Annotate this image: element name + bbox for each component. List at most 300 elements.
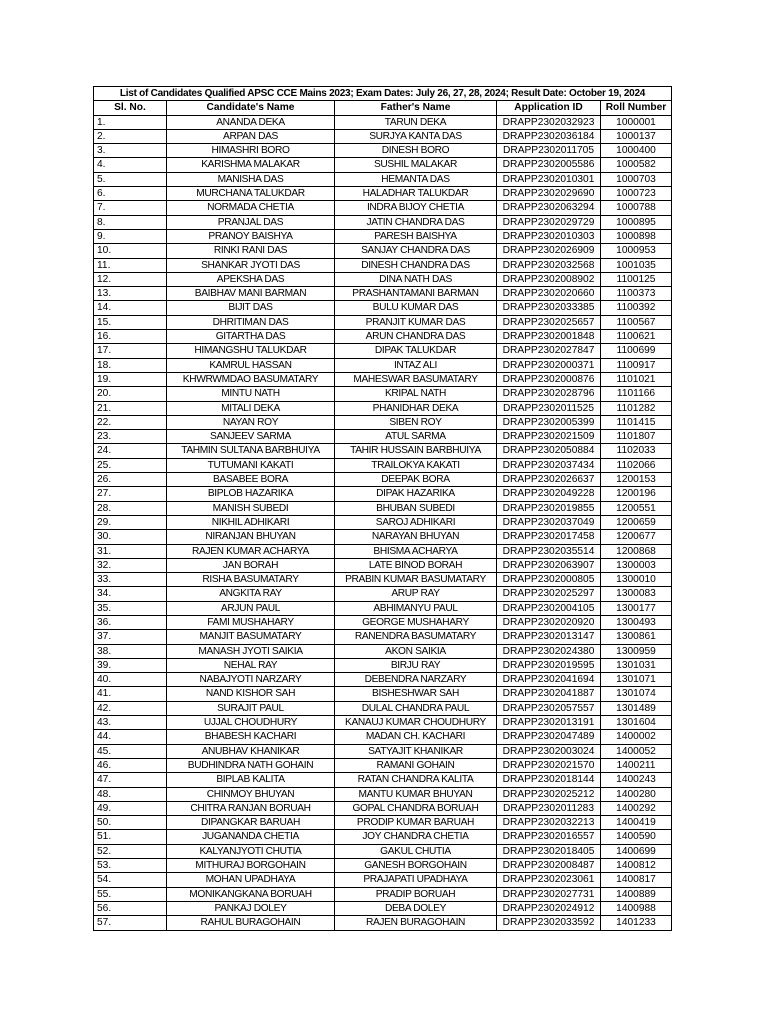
sl-no-cell: 22. bbox=[94, 415, 167, 429]
candidate-name-cell: DHRITIMAN DAS bbox=[167, 315, 335, 329]
sl-no-cell: 26. bbox=[94, 473, 167, 487]
roll-number-cell: 1300083 bbox=[601, 587, 672, 601]
father-name-cell: BIRJU RAY bbox=[335, 658, 497, 672]
table-row bbox=[94, 258, 672, 272]
application-id-cell: DRAPP2302011525 bbox=[497, 401, 601, 415]
candidate-name-cell: MINTU NATH bbox=[167, 387, 335, 401]
candidate-name-cell: ARJUN PAUL bbox=[167, 601, 335, 615]
father-name-cell: MAHESWAR BASUMATARY bbox=[335, 372, 497, 386]
table-row bbox=[94, 458, 672, 472]
table-title: List of Candidates Qualified APSC CCE Mains 2023; Exam Dates: July 26, 27, 28, 2024; Result Date: October 19, 2024 bbox=[94, 87, 672, 101]
roll-number-cell: 1300959 bbox=[601, 644, 672, 658]
application-id-cell: DRAPP2302017458 bbox=[497, 530, 601, 544]
table-row bbox=[94, 344, 672, 358]
father-name-cell: SIBEN ROY bbox=[335, 415, 497, 429]
sl-no-cell: 5. bbox=[94, 172, 167, 186]
roll-number-cell: 1400052 bbox=[601, 744, 672, 758]
table-row bbox=[94, 430, 672, 444]
application-id-cell: DRAPP2302025657 bbox=[497, 315, 601, 329]
roll-number-cell: 1000723 bbox=[601, 187, 672, 201]
application-id-cell: DRAPP2302049228 bbox=[497, 487, 601, 501]
candidate-name-cell: NEHAL RAY bbox=[167, 658, 335, 672]
candidate-name-cell: NAND KISHOR SAH bbox=[167, 687, 335, 701]
father-name-cell: PRANJIT KUMAR DAS bbox=[335, 315, 497, 329]
candidate-name-cell: ANANDA DEKA bbox=[167, 115, 335, 129]
father-name-cell: DEBENDRA NARZARY bbox=[335, 673, 497, 687]
roll-number-cell: 1400211 bbox=[601, 758, 672, 772]
roll-number-cell: 1000582 bbox=[601, 158, 672, 172]
father-name-cell: INTAZ ALI bbox=[335, 358, 497, 372]
sl-no-cell: 17. bbox=[94, 344, 167, 358]
sl-no-cell: 11. bbox=[94, 258, 167, 272]
father-name-cell: GANESH BORGOHAIN bbox=[335, 859, 497, 873]
roll-number-cell: 1000895 bbox=[601, 215, 672, 229]
application-id-cell: DRAPP2302008487 bbox=[497, 859, 601, 873]
table-row bbox=[94, 816, 672, 830]
candidate-name-cell: SURAJIT PAUL bbox=[167, 701, 335, 715]
sl-no-cell: 6. bbox=[94, 187, 167, 201]
sl-no-cell: 53. bbox=[94, 859, 167, 873]
sl-no-cell: 9. bbox=[94, 229, 167, 243]
application-id-cell: DRAPP2302010303 bbox=[497, 229, 601, 243]
candidate-name-cell: CHITRA RANJAN BORUAH bbox=[167, 801, 335, 815]
sl-no-cell: 15. bbox=[94, 315, 167, 329]
sl-no-cell: 39. bbox=[94, 658, 167, 672]
candidate-name-cell: PANKAJ DOLEY bbox=[167, 901, 335, 915]
father-name-cell: GAKUL CHUTIA bbox=[335, 844, 497, 858]
application-id-cell: DRAPP2302036184 bbox=[497, 129, 601, 143]
father-name-cell: KRIPAL NATH bbox=[335, 387, 497, 401]
roll-number-cell: 1100567 bbox=[601, 315, 672, 329]
application-id-cell: DRAPP2302057557 bbox=[497, 701, 601, 715]
roll-number-cell: 1200659 bbox=[601, 515, 672, 529]
roll-number-cell: 1000001 bbox=[601, 115, 672, 129]
table-row bbox=[94, 658, 672, 672]
table-row bbox=[94, 272, 672, 286]
application-id-cell: DRAPP2302001848 bbox=[497, 330, 601, 344]
table-row bbox=[94, 444, 672, 458]
application-id-cell: DRAPP2302037434 bbox=[497, 458, 601, 472]
application-id-cell: DRAPP2302026637 bbox=[497, 473, 601, 487]
table-row bbox=[94, 801, 672, 815]
father-name-cell: DIPAK HAZARIKA bbox=[335, 487, 497, 501]
application-id-cell: DRAPP2302024912 bbox=[497, 901, 601, 915]
table-row bbox=[94, 901, 672, 915]
candidate-name-cell: RAHUL BURAGOHAIN bbox=[167, 916, 335, 930]
candidate-name-cell: HIMANGSHU TALUKDAR bbox=[167, 344, 335, 358]
sl-no-cell: 42. bbox=[94, 701, 167, 715]
sl-no-cell: 29. bbox=[94, 515, 167, 529]
candidate-name-cell: BIPLAB KALITA bbox=[167, 773, 335, 787]
roll-number-cell: 1200196 bbox=[601, 487, 672, 501]
candidate-name-cell: KAMRUL HASSAN bbox=[167, 358, 335, 372]
roll-number-cell: 1400812 bbox=[601, 859, 672, 873]
father-name-cell: DINESH BORO bbox=[335, 144, 497, 158]
sl-no-cell: 44. bbox=[94, 730, 167, 744]
sl-no-cell: 18. bbox=[94, 358, 167, 372]
candidate-name-cell: NIKHIL ADHIKARI bbox=[167, 515, 335, 529]
table-row bbox=[94, 687, 672, 701]
candidate-name-cell: MOHAN UPADHAYA bbox=[167, 873, 335, 887]
header-roll-number: Roll Number bbox=[601, 101, 672, 115]
father-name-cell: HEMANTA DAS bbox=[335, 172, 497, 186]
candidate-name-cell: NAYAN ROY bbox=[167, 415, 335, 429]
application-id-cell: DRAPP2302021509 bbox=[497, 430, 601, 444]
father-name-cell: GOPAL CHANDRA BORUAH bbox=[335, 801, 497, 815]
father-name-cell: TARUN DEKA bbox=[335, 115, 497, 129]
roll-number-cell: 1400419 bbox=[601, 816, 672, 830]
table-row bbox=[94, 873, 672, 887]
sl-no-cell: 19. bbox=[94, 372, 167, 386]
table-row bbox=[94, 415, 672, 429]
application-id-cell: DRAPP2302011705 bbox=[497, 144, 601, 158]
father-name-cell: TAHIR HUSSAIN BARBHUIYA bbox=[335, 444, 497, 458]
candidate-name-cell: BAIBHAV MANI BARMAN bbox=[167, 287, 335, 301]
roll-number-cell: 1301074 bbox=[601, 687, 672, 701]
roll-number-cell: 1400889 bbox=[601, 887, 672, 901]
sl-no-cell: 12. bbox=[94, 272, 167, 286]
roll-number-cell: 1101807 bbox=[601, 430, 672, 444]
application-id-cell: DRAPP2302011283 bbox=[497, 801, 601, 815]
candidate-name-cell: UJJAL CHOUDHURY bbox=[167, 716, 335, 730]
sl-no-cell: 21. bbox=[94, 401, 167, 415]
candidate-name-cell: RAJEN KUMAR ACHARYA bbox=[167, 544, 335, 558]
sl-no-cell: 31. bbox=[94, 544, 167, 558]
roll-number-cell: 1001035 bbox=[601, 258, 672, 272]
father-name-cell: SURJYA KANTA DAS bbox=[335, 129, 497, 143]
candidate-name-cell: BIJIT DAS bbox=[167, 301, 335, 315]
roll-number-cell: 1102033 bbox=[601, 444, 672, 458]
table-row bbox=[94, 744, 672, 758]
roll-number-cell: 1100917 bbox=[601, 358, 672, 372]
table-row bbox=[94, 773, 672, 787]
application-id-cell: DRAPP2302003024 bbox=[497, 744, 601, 758]
candidate-name-cell: BUDHINDRA NATH GOHAIN bbox=[167, 758, 335, 772]
application-id-cell: DRAPP2302025297 bbox=[497, 587, 601, 601]
candidate-name-cell: SANJEEV SARMA bbox=[167, 430, 335, 444]
sl-no-cell: 13. bbox=[94, 287, 167, 301]
father-name-cell: SANJAY CHANDRA DAS bbox=[335, 244, 497, 258]
roll-number-cell: 1101415 bbox=[601, 415, 672, 429]
table-row bbox=[94, 372, 672, 386]
table-row bbox=[94, 287, 672, 301]
father-name-cell: PARESH BAISHYA bbox=[335, 229, 497, 243]
candidate-name-cell: DIPANGKAR BARUAH bbox=[167, 816, 335, 830]
application-id-cell: DRAPP2302027847 bbox=[497, 344, 601, 358]
roll-number-cell: 1200153 bbox=[601, 473, 672, 487]
sl-no-cell: 1. bbox=[94, 115, 167, 129]
candidate-name-cell: CHINMOY BHUYAN bbox=[167, 787, 335, 801]
application-id-cell: DRAPP2302018405 bbox=[497, 844, 601, 858]
roll-number-cell: 1101021 bbox=[601, 372, 672, 386]
application-id-cell: DRAPP2302032213 bbox=[497, 816, 601, 830]
candidate-name-cell: MANISHA DAS bbox=[167, 172, 335, 186]
roll-number-cell: 1000898 bbox=[601, 229, 672, 243]
father-name-cell: RANENDRA BASUMATARY bbox=[335, 630, 497, 644]
table-row bbox=[94, 887, 672, 901]
roll-number-cell: 1200551 bbox=[601, 501, 672, 515]
father-name-cell: LATE BINOD BORAH bbox=[335, 558, 497, 572]
application-id-cell: DRAPP2302023061 bbox=[497, 873, 601, 887]
roll-number-cell: 1100699 bbox=[601, 344, 672, 358]
application-id-cell: DRAPP2302033385 bbox=[497, 301, 601, 315]
father-name-cell: SATYAJIT KHANIKAR bbox=[335, 744, 497, 758]
application-id-cell: DRAPP2302000371 bbox=[497, 358, 601, 372]
application-id-cell: DRAPP2302029690 bbox=[497, 187, 601, 201]
application-id-cell: DRAPP2302032923 bbox=[497, 115, 601, 129]
candidate-name-cell: MITHURAJ BORGOHAIN bbox=[167, 859, 335, 873]
table-row bbox=[94, 515, 672, 529]
candidate-name-cell: MITALI DEKA bbox=[167, 401, 335, 415]
father-name-cell: PRABIN KUMAR BASUMATARY bbox=[335, 573, 497, 587]
application-id-cell: DRAPP2302021570 bbox=[497, 758, 601, 772]
table-row bbox=[94, 859, 672, 873]
candidate-name-cell: FAMI MUSHAHARY bbox=[167, 615, 335, 629]
father-name-cell: TRAILOKYA KAKATI bbox=[335, 458, 497, 472]
candidate-name-cell: KARISHMA MALAKAR bbox=[167, 158, 335, 172]
application-id-cell: DRAPP2302026909 bbox=[497, 244, 601, 258]
application-id-cell: DRAPP2302033592 bbox=[497, 916, 601, 930]
roll-number-cell: 1100373 bbox=[601, 287, 672, 301]
application-id-cell: DRAPP2302028796 bbox=[497, 387, 601, 401]
father-name-cell: PRODIP KUMAR BARUAH bbox=[335, 816, 497, 830]
father-name-cell: MANTU KUMAR BHUYAN bbox=[335, 787, 497, 801]
table-row bbox=[94, 573, 672, 587]
application-id-cell: DRAPP2302013147 bbox=[497, 630, 601, 644]
sl-no-cell: 24. bbox=[94, 444, 167, 458]
sl-no-cell: 55. bbox=[94, 887, 167, 901]
roll-number-cell: 1300010 bbox=[601, 573, 672, 587]
candidate-name-cell: TUTUMANI KAKATI bbox=[167, 458, 335, 472]
candidate-name-cell: BASABEE BORA bbox=[167, 473, 335, 487]
candidate-name-cell: NABAJYOTI NARZARY bbox=[167, 673, 335, 687]
sl-no-cell: 30. bbox=[94, 530, 167, 544]
father-name-cell: PRAJAPATI UPADHAYA bbox=[335, 873, 497, 887]
application-id-cell: DRAPP2302020660 bbox=[497, 287, 601, 301]
sl-no-cell: 37. bbox=[94, 630, 167, 644]
application-id-cell: DRAPP2302000876 bbox=[497, 372, 601, 386]
sl-no-cell: 23. bbox=[94, 430, 167, 444]
candidate-name-cell: SHANKAR JYOTI DAS bbox=[167, 258, 335, 272]
candidate-name-cell: ANGKITA RAY bbox=[167, 587, 335, 601]
candidate-name-cell: MANISH SUBEDI bbox=[167, 501, 335, 515]
sl-no-cell: 27. bbox=[94, 487, 167, 501]
roll-number-cell: 1301031 bbox=[601, 658, 672, 672]
sl-no-cell: 48. bbox=[94, 787, 167, 801]
roll-number-cell: 1400002 bbox=[601, 730, 672, 744]
header-candidate-name: Candidate's Name bbox=[167, 101, 335, 115]
application-id-cell: DRAPP2302008902 bbox=[497, 272, 601, 286]
roll-number-cell: 1000953 bbox=[601, 244, 672, 258]
candidate-name-cell: MANJIT BASUMATARY bbox=[167, 630, 335, 644]
candidate-name-cell: KHWRWMDAO BASUMATARY bbox=[167, 372, 335, 386]
candidate-name-cell: JAN BORAH bbox=[167, 558, 335, 572]
table-row bbox=[94, 673, 672, 687]
table-body bbox=[94, 115, 672, 930]
sl-no-cell: 40. bbox=[94, 673, 167, 687]
father-name-cell: GEORGE MUSHAHARY bbox=[335, 615, 497, 629]
roll-number-cell: 1000788 bbox=[601, 201, 672, 215]
table-row bbox=[94, 501, 672, 515]
table-row bbox=[94, 530, 672, 544]
table-row bbox=[94, 644, 672, 658]
table-row bbox=[94, 330, 672, 344]
roll-number-cell: 1301604 bbox=[601, 716, 672, 730]
application-id-cell: DRAPP2302041887 bbox=[497, 687, 601, 701]
application-id-cell: DRAPP2302005399 bbox=[497, 415, 601, 429]
sl-no-cell: 52. bbox=[94, 844, 167, 858]
table-row bbox=[94, 558, 672, 572]
header-sl-no: Sl. No. bbox=[94, 101, 167, 115]
application-id-cell: DRAPP2302041694 bbox=[497, 673, 601, 687]
table-row bbox=[94, 916, 672, 930]
sl-no-cell: 47. bbox=[94, 773, 167, 787]
sl-no-cell: 20. bbox=[94, 387, 167, 401]
father-name-cell: ATUL SARMA bbox=[335, 430, 497, 444]
roll-number-cell: 1101166 bbox=[601, 387, 672, 401]
table-row bbox=[94, 158, 672, 172]
father-name-cell: AKON SAIKIA bbox=[335, 644, 497, 658]
roll-number-cell: 1400988 bbox=[601, 901, 672, 915]
header-application-id: Application ID bbox=[497, 101, 601, 115]
sl-no-cell: 50. bbox=[94, 816, 167, 830]
sl-no-cell: 25. bbox=[94, 458, 167, 472]
father-name-cell: BHISMA ACHARYA bbox=[335, 544, 497, 558]
table-row bbox=[94, 830, 672, 844]
father-name-cell: DEBA DOLEY bbox=[335, 901, 497, 915]
application-id-cell: DRAPP2302019595 bbox=[497, 658, 601, 672]
sl-no-cell: 34. bbox=[94, 587, 167, 601]
roll-number-cell: 1400699 bbox=[601, 844, 672, 858]
candidates-table bbox=[93, 86, 672, 931]
table-row bbox=[94, 615, 672, 629]
table-row bbox=[94, 201, 672, 215]
table-row bbox=[94, 787, 672, 801]
table-row bbox=[94, 630, 672, 644]
table-row bbox=[94, 244, 672, 258]
application-id-cell: DRAPP2302004105 bbox=[497, 601, 601, 615]
candidate-name-cell: HIMASHRI BORO bbox=[167, 144, 335, 158]
roll-number-cell: 1000137 bbox=[601, 129, 672, 143]
application-id-cell: DRAPP2302029729 bbox=[497, 215, 601, 229]
application-id-cell: DRAPP2302035514 bbox=[497, 544, 601, 558]
table-row bbox=[94, 601, 672, 615]
father-name-cell: JATIN CHANDRA DAS bbox=[335, 215, 497, 229]
father-name-cell: DINESH CHANDRA DAS bbox=[335, 258, 497, 272]
father-name-cell: JOY CHANDRA CHETIA bbox=[335, 830, 497, 844]
candidate-name-cell: APEKSHA DAS bbox=[167, 272, 335, 286]
candidate-name-cell: BIPLOB HAZARIKA bbox=[167, 487, 335, 501]
table-row bbox=[94, 229, 672, 243]
roll-number-cell: 1400817 bbox=[601, 873, 672, 887]
roll-number-cell: 1300177 bbox=[601, 601, 672, 615]
roll-number-cell: 1400292 bbox=[601, 801, 672, 815]
application-id-cell: DRAPP2302005586 bbox=[497, 158, 601, 172]
table-row bbox=[94, 758, 672, 772]
father-name-cell: DIPAK TALUKDAR bbox=[335, 344, 497, 358]
application-id-cell: DRAPP2302024380 bbox=[497, 644, 601, 658]
sl-no-cell: 45. bbox=[94, 744, 167, 758]
sl-no-cell: 2. bbox=[94, 129, 167, 143]
sl-no-cell: 57. bbox=[94, 916, 167, 930]
table-row bbox=[94, 701, 672, 715]
sl-no-cell: 10. bbox=[94, 244, 167, 258]
roll-number-cell: 1100392 bbox=[601, 301, 672, 315]
application-id-cell: DRAPP2302025212 bbox=[497, 787, 601, 801]
sl-no-cell: 3. bbox=[94, 144, 167, 158]
application-id-cell: DRAPP2302063907 bbox=[497, 558, 601, 572]
application-id-cell: DRAPP2302018144 bbox=[497, 773, 601, 787]
table-row bbox=[94, 129, 672, 143]
candidate-name-cell: RISHA BASUMATARY bbox=[167, 573, 335, 587]
father-name-cell: BHUBAN SUBEDI bbox=[335, 501, 497, 515]
father-name-cell: RAJEN BURAGOHAIN bbox=[335, 916, 497, 930]
father-name-cell: HALADHAR TALUKDAR bbox=[335, 187, 497, 201]
candidate-name-cell: NIRANJAN BHUYAN bbox=[167, 530, 335, 544]
candidate-name-cell: NORMADA CHETIA bbox=[167, 201, 335, 215]
application-id-cell: DRAPP2302000805 bbox=[497, 573, 601, 587]
sl-no-cell: 51. bbox=[94, 830, 167, 844]
father-name-cell: BULU KUMAR DAS bbox=[335, 301, 497, 315]
father-name-cell: PRASHANTAMANI BARMAN bbox=[335, 287, 497, 301]
father-name-cell: ARUN CHANDRA DAS bbox=[335, 330, 497, 344]
candidate-name-cell: PRANOY BAISHYA bbox=[167, 229, 335, 243]
sl-no-cell: 36. bbox=[94, 615, 167, 629]
application-id-cell: DRAPP2302027731 bbox=[497, 887, 601, 901]
roll-number-cell: 1200677 bbox=[601, 530, 672, 544]
application-id-cell: DRAPP2302020920 bbox=[497, 615, 601, 629]
candidate-name-cell: RINKI RANI DAS bbox=[167, 244, 335, 258]
sl-no-cell: 16. bbox=[94, 330, 167, 344]
table-row bbox=[94, 115, 672, 129]
application-id-cell: DRAPP2302063294 bbox=[497, 201, 601, 215]
application-id-cell: DRAPP2302047489 bbox=[497, 730, 601, 744]
roll-number-cell: 1400590 bbox=[601, 830, 672, 844]
application-id-cell: DRAPP2302019855 bbox=[497, 501, 601, 515]
sl-no-cell: 35. bbox=[94, 601, 167, 615]
sl-no-cell: 28. bbox=[94, 501, 167, 515]
roll-number-cell: 1400280 bbox=[601, 787, 672, 801]
roll-number-cell: 1000703 bbox=[601, 172, 672, 186]
sl-no-cell: 33. bbox=[94, 573, 167, 587]
father-name-cell: ARUP RAY bbox=[335, 587, 497, 601]
sl-no-cell: 7. bbox=[94, 201, 167, 215]
father-name-cell: KANAUJ KUMAR CHOUDHURY bbox=[335, 716, 497, 730]
candidate-name-cell: TAHMIN SULTANA BARBHUIYA bbox=[167, 444, 335, 458]
father-name-cell: RAMANI GOHAIN bbox=[335, 758, 497, 772]
sl-no-cell: 54. bbox=[94, 873, 167, 887]
candidate-name-cell: ANUBHAV KHANIKAR bbox=[167, 744, 335, 758]
father-name-cell: SAROJ ADHIKARI bbox=[335, 515, 497, 529]
table-row bbox=[94, 473, 672, 487]
table-row bbox=[94, 401, 672, 415]
roll-number-cell: 1300861 bbox=[601, 630, 672, 644]
sl-no-cell: 4. bbox=[94, 158, 167, 172]
father-name-cell: DEEPAK BORA bbox=[335, 473, 497, 487]
candidate-name-cell: MURCHANA TALUKDAR bbox=[167, 187, 335, 201]
roll-number-cell: 1100125 bbox=[601, 272, 672, 286]
sl-no-cell: 49. bbox=[94, 801, 167, 815]
roll-number-cell: 1300003 bbox=[601, 558, 672, 572]
application-id-cell: DRAPP2302050884 bbox=[497, 444, 601, 458]
sl-no-cell: 32. bbox=[94, 558, 167, 572]
roll-number-cell: 1200868 bbox=[601, 544, 672, 558]
father-name-cell: INDRA BIJOY CHETIA bbox=[335, 201, 497, 215]
candidate-name-cell: PRANJAL DAS bbox=[167, 215, 335, 229]
application-id-cell: DRAPP2302013191 bbox=[497, 716, 601, 730]
application-id-cell: DRAPP2302010301 bbox=[497, 172, 601, 186]
sl-no-cell: 38. bbox=[94, 644, 167, 658]
